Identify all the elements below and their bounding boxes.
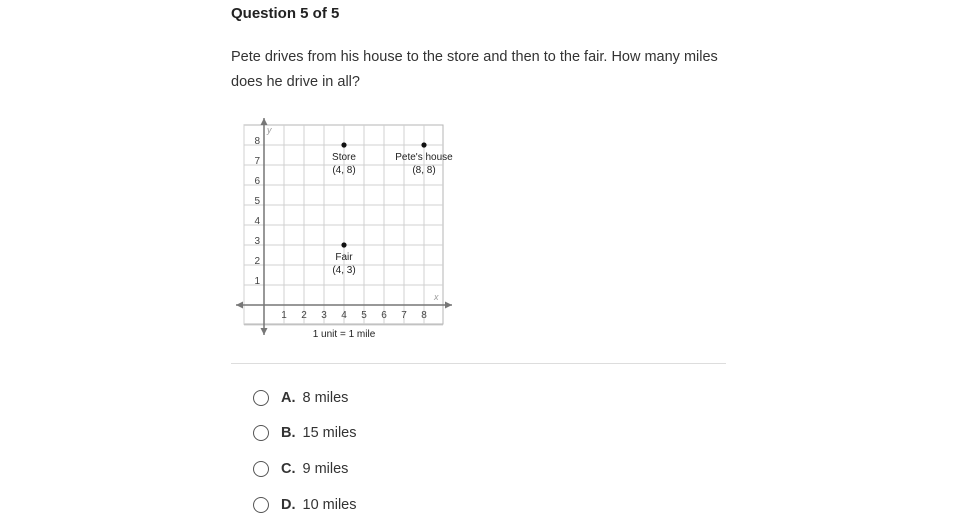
y-tick-label: 8 xyxy=(254,136,260,147)
point-marker xyxy=(341,242,346,247)
scale-note: 1 unit = 1 mile xyxy=(312,329,376,340)
point-coord: (4, 8) xyxy=(332,165,356,176)
choice-letter: D. xyxy=(281,497,296,513)
coordinate-graph xyxy=(232,115,457,345)
choice-d[interactable] xyxy=(253,493,357,517)
choice-letter: A. xyxy=(281,390,296,406)
question-header: Question 5 of 5 xyxy=(231,5,340,22)
x-tick-label: 3 xyxy=(321,310,327,321)
radio-button[interactable] xyxy=(253,425,269,441)
choice-text: 9 miles xyxy=(302,461,349,477)
x-tick-label: 4 xyxy=(341,310,347,321)
choice-a[interactable] xyxy=(253,386,348,410)
x-tick-label: 8 xyxy=(421,310,427,321)
y-tick-label: 3 xyxy=(254,236,260,247)
tick-labels xyxy=(254,136,427,321)
point-name: Pete's house xyxy=(395,152,453,163)
x-tick-label: 1 xyxy=(281,310,287,321)
y-axis-label: y xyxy=(267,125,272,135)
point-name: Store xyxy=(332,152,356,163)
point-marker xyxy=(421,142,426,147)
y-tick-label: 4 xyxy=(254,216,260,227)
y-axis-arrow xyxy=(261,328,268,335)
point-coord: (4, 3) xyxy=(332,265,356,276)
y-axis-arrow xyxy=(261,118,268,125)
choice-b[interactable] xyxy=(253,421,357,445)
x-tick-label: 7 xyxy=(401,310,407,321)
x-axis-arrow xyxy=(445,302,452,309)
x-tick-label: 6 xyxy=(381,310,387,321)
point-name: Fair xyxy=(335,252,353,263)
x-tick-label: 2 xyxy=(301,310,307,321)
choice-c[interactable] xyxy=(253,457,348,481)
radio-button[interactable] xyxy=(253,390,269,406)
choice-text: 15 miles xyxy=(302,425,357,441)
question-text: Pete drives from his house to the store and then to the fair. How many miles does he drive in all? xyxy=(231,49,718,90)
point-coord: (8, 8) xyxy=(412,165,436,176)
choice-letter: B. xyxy=(281,425,296,441)
radio-button[interactable] xyxy=(253,461,269,477)
divider xyxy=(231,363,726,364)
y-tick-label: 7 xyxy=(254,156,260,167)
radio-button[interactable] xyxy=(253,497,269,513)
choice-letter: C. xyxy=(281,461,296,477)
plotted-points xyxy=(332,142,453,276)
x-tick-label: 5 xyxy=(361,310,367,321)
y-tick-label: 5 xyxy=(254,196,260,207)
x-axis-arrow xyxy=(236,302,243,309)
choice-text: 10 miles xyxy=(302,497,357,513)
x-axis-label: x xyxy=(434,292,439,302)
point-marker xyxy=(341,142,346,147)
y-tick-label: 6 xyxy=(254,176,260,187)
y-tick-label: 1 xyxy=(254,276,260,287)
y-tick-label: 2 xyxy=(254,256,260,267)
choice-text: 8 miles xyxy=(302,390,349,406)
